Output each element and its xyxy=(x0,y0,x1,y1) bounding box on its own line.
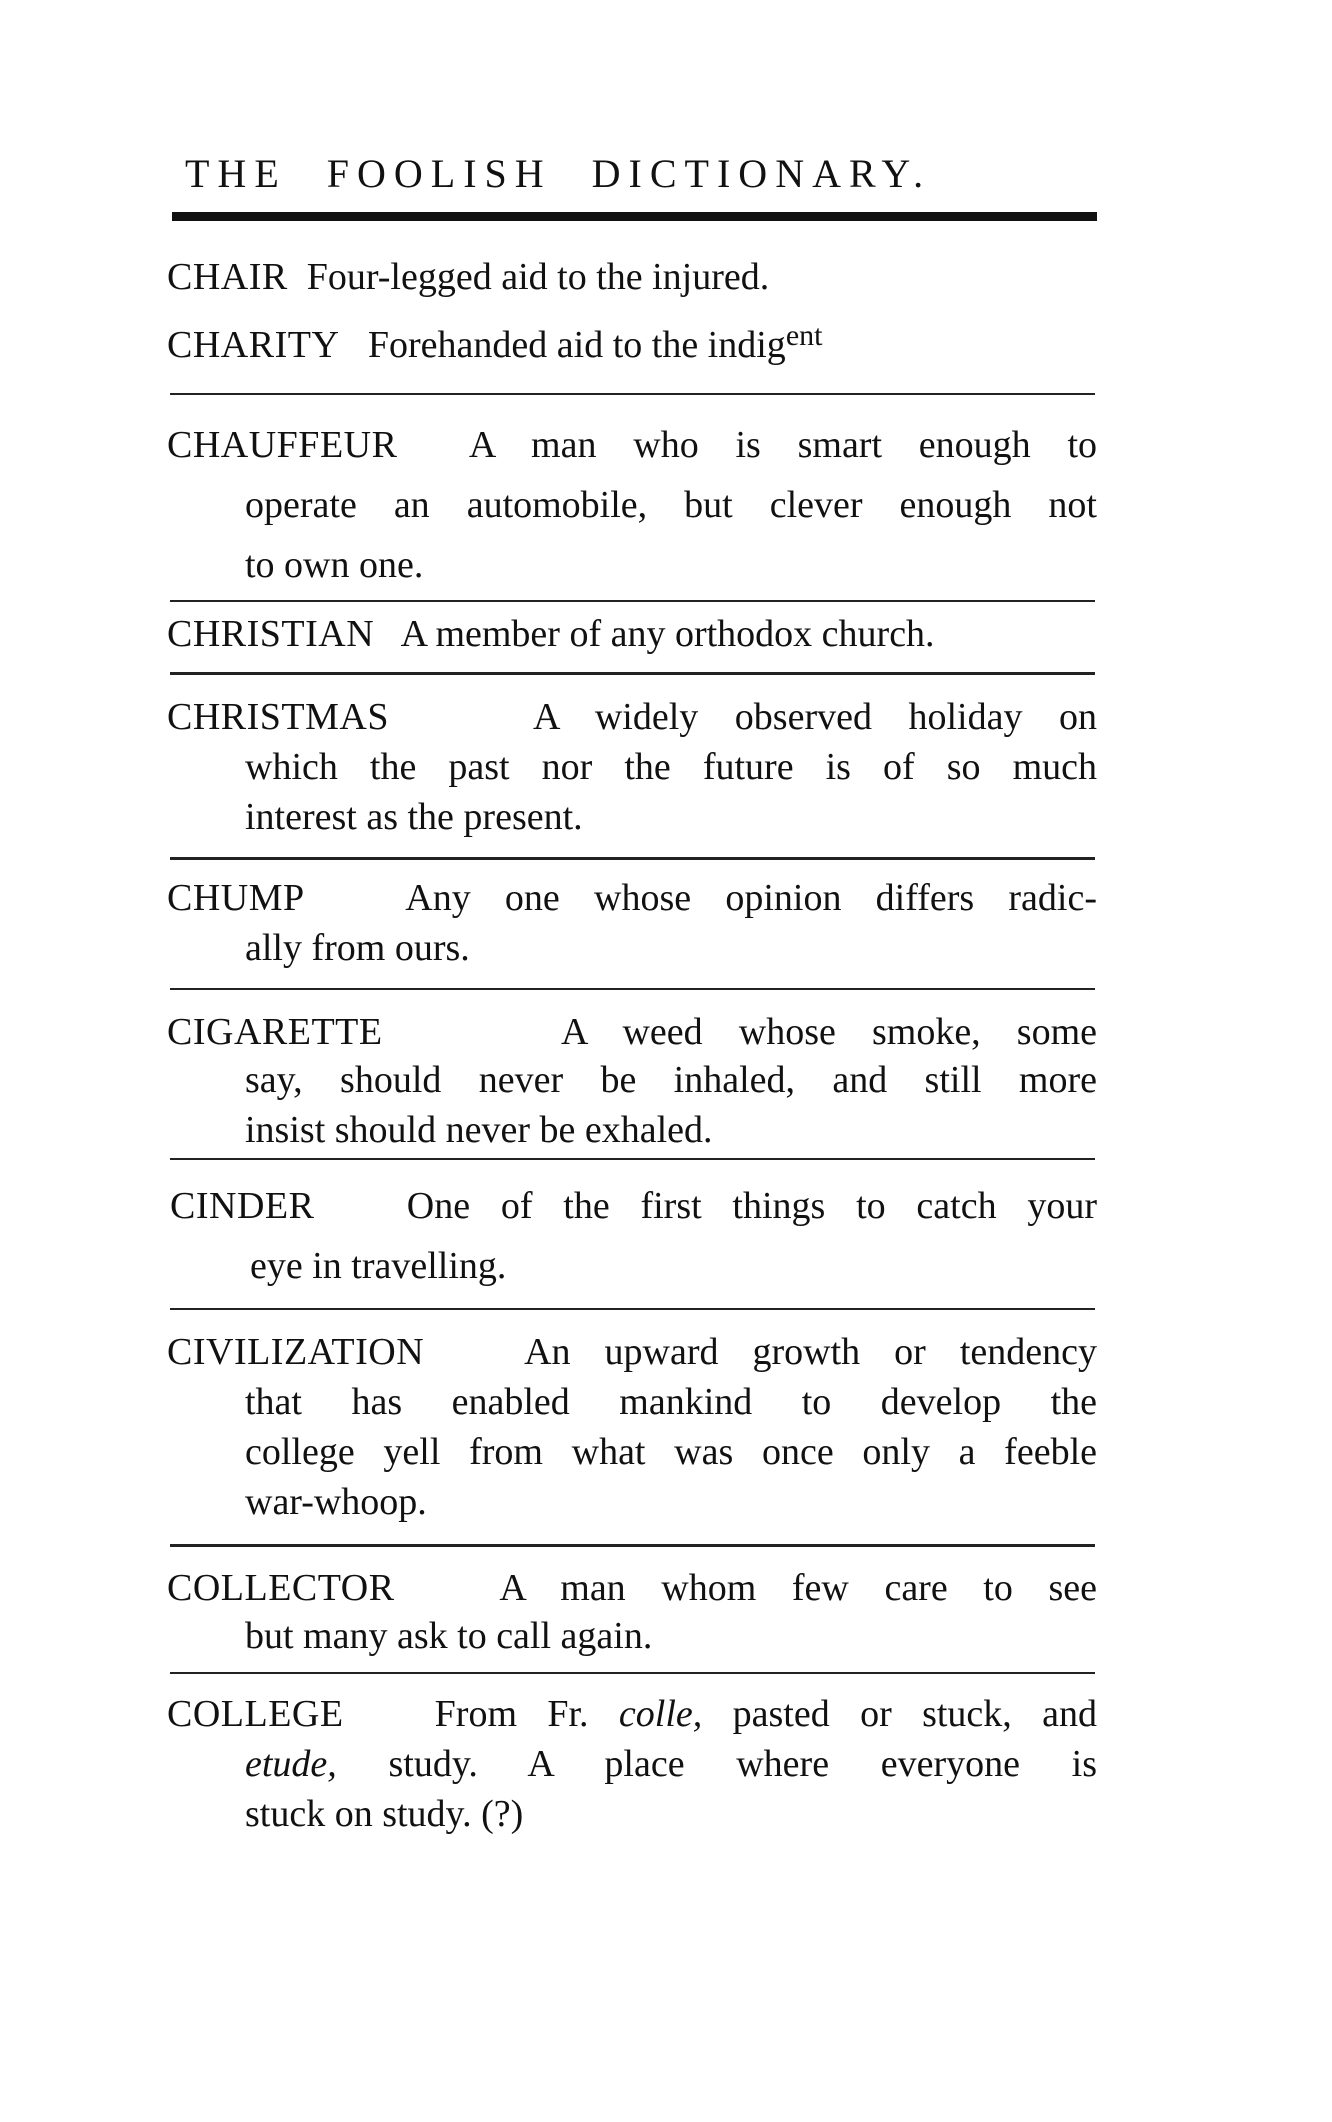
entry-cigarette xyxy=(167,1010,1097,1054)
entry-definition: Four-legged aid to the injured. xyxy=(306,256,770,298)
entry-charity xyxy=(167,319,1097,370)
entry-definition: One of the first things to catch your xyxy=(406,1185,1098,1227)
header-rule xyxy=(172,212,1097,221)
entry-definition: Forehanded aid to the indig xyxy=(367,324,786,366)
entry-christmas xyxy=(167,695,1097,739)
entry-continuation: but many ask to call again. xyxy=(245,1615,653,1657)
entry-definition: An upward growth or tendency xyxy=(524,1331,1097,1373)
entry-christian xyxy=(167,612,1097,656)
entry-continuation xyxy=(245,1742,1097,1786)
entry-term: COLLECTOR xyxy=(167,1567,395,1609)
entry-continuation: to own one. xyxy=(245,544,424,586)
entry-continuation: war-whoop. xyxy=(245,1481,427,1523)
entry-divider xyxy=(170,600,1095,602)
entry-continuation: operate an automobile, but clever enough not xyxy=(245,484,1097,526)
entry-divider xyxy=(170,393,1095,395)
entry-continuation: interest as the present. xyxy=(245,796,583,838)
entry-divider xyxy=(170,857,1095,860)
entry-definition: pasted or stuck, and xyxy=(732,1693,1098,1735)
entry-divider xyxy=(170,672,1095,675)
entry-continuation: insist should never be exhaled. xyxy=(245,1109,713,1151)
entry-continuation: ally from ours. xyxy=(245,927,470,969)
etymology-word: colle, xyxy=(618,1693,703,1735)
entry-continuation: stuck on study. (?) xyxy=(245,1793,524,1835)
entry-divider xyxy=(170,1308,1095,1310)
entry-definition: study. A place where everyone is xyxy=(388,1743,1097,1785)
entry-term: CHAIR xyxy=(167,256,288,298)
entry-term: CIVILIZATION xyxy=(167,1331,425,1373)
entry-definition: A man whom few care to see xyxy=(499,1567,1097,1609)
entry-term: COLLEGE xyxy=(167,1693,344,1735)
entry-term: CHRISTIAN xyxy=(167,613,375,655)
entry-chair xyxy=(167,255,1097,299)
entry-term: CHRISTMAS xyxy=(167,696,389,738)
entry-divider xyxy=(170,988,1095,990)
entry-definition: A member of any orthodox church. xyxy=(400,613,935,655)
entry-continuation: which the past nor the future is of so much xyxy=(245,746,1097,788)
entry-term: CHARITY xyxy=(167,324,340,366)
entry-definition: A weed whose smoke, some xyxy=(561,1011,1098,1053)
entry-college xyxy=(167,1692,1097,1736)
entry-continuation: eye in travelling. xyxy=(250,1245,507,1287)
entry-chump xyxy=(167,876,1097,920)
entry-continuation: that has enabled mankind to develop the xyxy=(245,1381,1097,1423)
entry-term: CINDER xyxy=(170,1185,315,1227)
entry-divider xyxy=(170,1544,1095,1547)
entry-definition: Any one whose opinion differs radic- xyxy=(405,877,1097,919)
entry-definition-suffix: ent xyxy=(785,319,823,352)
entry-term: CIGARETTE xyxy=(167,1011,383,1053)
entry-cinder xyxy=(170,1184,1097,1228)
entry-divider xyxy=(170,1672,1095,1674)
entry-continuation: college yell from what was once only a feeble xyxy=(245,1431,1097,1473)
etymology-word: etude, xyxy=(245,1743,337,1785)
entry-continuation: say, should never be inhaled, and still more xyxy=(245,1059,1097,1101)
entry-term: CHAUFFEUR xyxy=(167,424,398,466)
entry-chauffeur xyxy=(167,423,1097,467)
entry-civilization xyxy=(167,1330,1097,1374)
entry-term: CHUMP xyxy=(167,877,305,919)
entry-definition: A man who is smart enough to xyxy=(468,424,1098,466)
entry-definition: From Fr. xyxy=(434,1693,589,1735)
running-head: THE FOOLISH DICTIONARY. xyxy=(185,151,932,196)
entry-definition: A widely observed holiday on xyxy=(532,696,1097,738)
entry-divider xyxy=(170,1158,1095,1160)
entry-collector xyxy=(167,1566,1097,1610)
